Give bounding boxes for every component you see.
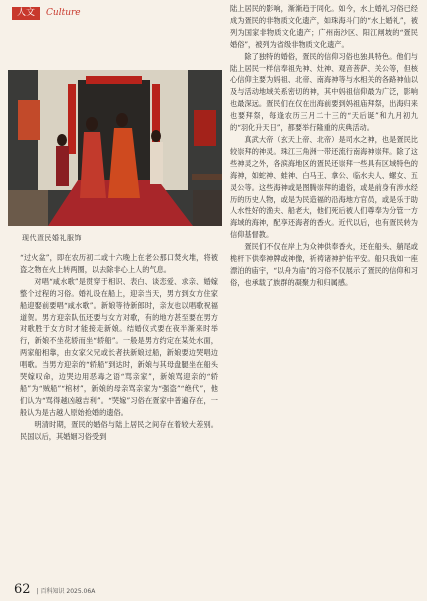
- photo-caption: 现代疍民婚礼服饰: [22, 234, 82, 242]
- wedding-photo: [8, 70, 222, 226]
- paragraph: 疍民们不仅在岸上为众神供奉香火，还在船头、艄尾或桅杆下供奉神牌或神像，祈祷诸神护佑平安。船只我如一座漂泊的庙宇，“以舟为庙”的习俗不仅展示了疍民的信仰和习俗，也承载了族群的凝聚力和归属感。: [230, 242, 418, 287]
- section-label-en: Culture: [46, 8, 81, 18]
- right-column: [230, 3, 418, 289]
- paragraph: 明清时期，疍民的婚俗与陆上居民之间存在着较大差别。民国以后，其婚姻习俗受到: [20, 419, 218, 441]
- paragraph: 陆上居民的影响，渐渐趋于同化。如今，水上婚礼习俗已经成为疍民的非物质文化遗产，如珠海斗门的“水上婚礼”，被列为国家非物质文化遗产；广州南沙区、阳江闸坡的“疍民婚俗”，被列为省级非物质文化遗产。: [230, 4, 418, 49]
- paragraph: 真武大帝（玄天上帝、北帝）是司水之神，也是疍民比较崇拜的神灵。珠江三角洲一带还流行南海神崇拜。除了这些神灵之外，各滨海地区的疍民还崇拜一些具有区域特色的海神，如蛇神、蛙神、白马王、拿公、临水夫人、螺女、五灵公等。这些海神或是图腾崇拜的遗俗，或是前身有涉水经历的历史人物，或是为民造福的沿海地方官员，或是乐于助人水性好的渔夫、船老大，他们死后被人们尊奉为分管一方海域的海神，配享还海者的香火。近代以后，也有疍民转为信仰基督教。: [230, 134, 418, 240]
- section-header: [12, 6, 81, 20]
- paragraph: “过火盆”，即在农历初二或十六晚上在老公那口焚火堆，将被盗之物在火上转两圈，以去除非心上人的气息。: [20, 253, 218, 274]
- page-number: 62: [14, 582, 31, 597]
- page-footer: [14, 582, 95, 597]
- paragraph: 除了独特的婚俗，疍民的信仰习俗也独具特色。他们与陆上居民一样信奉祖先神、灶神、观音菩萨、关公等，但核心信仰主要为妈祖、北帝、南海神等与水相关的各路神仙以及与活动地域关系密切的神，其中妈祖信仰最为广泛，影响也最深远。疍民们在仅在出海前要到妈祖庙拜祭，出海归来也要拜祭，每逢农历三月二十三的“天后诞”和九月初九的“羽化升天日”，都要举行隆重的庆典活动。: [230, 51, 418, 133]
- magazine-issue: | 百科知识 2025.06A: [36, 588, 96, 595]
- left-column: [20, 252, 218, 443]
- section-badge: 人文: [12, 7, 40, 20]
- paragraph: 对唱“咸水歌”是贯穿于相识、表白、谈恋爱、求亲、婚嫁整个过程的习俗。婚礼设在船上，迎亲当天，男方到女方住家船迎娶前要唱“咸水歌”。新娘等待新郎时，亲友也以唱歌祝福道贺。男方迎亲队伍还要与女方对歌，有的地方甚至要在男方对歌胜于女方时才能接走新娘。结婚仪式要在夜半渐来时举行，新娘不坐花轿而坐“轿船”。一般是男方约定在某处水面，两家船相靠，由女家父兄或长者扶新娘过船，新娘要边哭唱边唱歌。当男方迎亲的“轿船”到达时，新娘与其母盘腿坐在船头哭嫁叹命，边哭边用恶毒之语“骂亲家”，新娘骂迎亲的“轿船”为“贼船”“棺材”，新娘的母亲骂亲家为“强盗”“绝代”，他们认为“骂得越凶越吉利”。“哭嫁”习俗在疍家中普遍存在，一般认为是古越人原始抢婚的遗俗。: [20, 276, 218, 417]
